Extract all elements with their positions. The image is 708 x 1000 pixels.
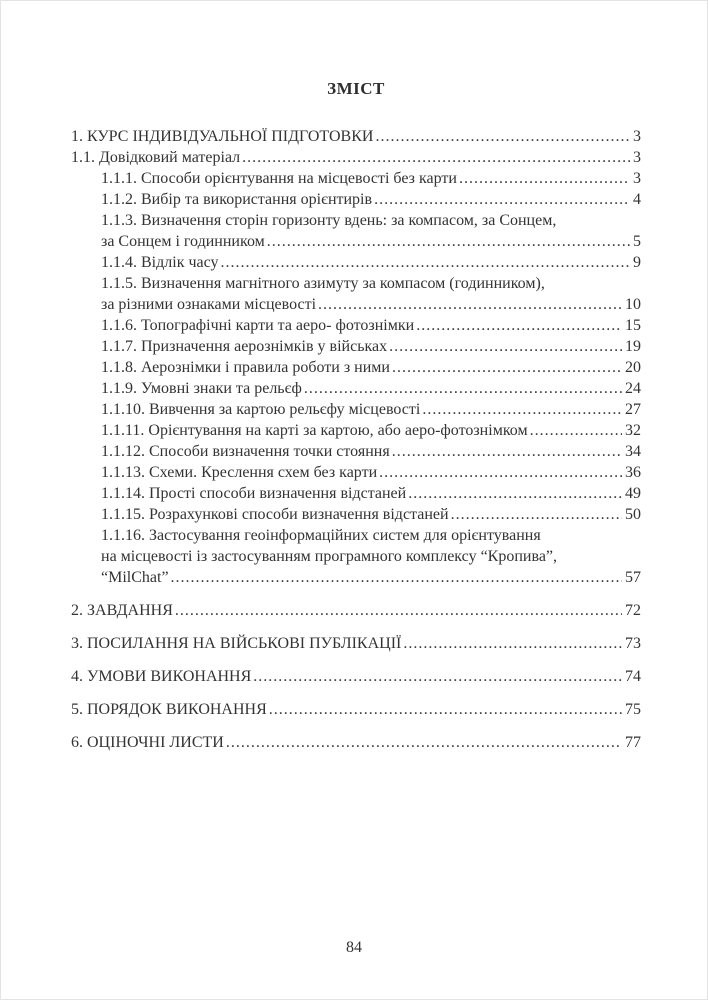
toc-entry-text: 1. КУРС ІНДИВІДУАЛЬНОЇ ПІДГОТОВКИ [71,128,374,145]
toc-page-number: 72 [625,602,641,619]
toc-page-number: 34 [625,443,641,460]
toc-entry-text: 1.1.8. Аерознімки і правила роботи з ними [101,359,390,376]
dot-leader [374,189,630,210]
toc-entry-text: 6. ОЦІНОЧНІ ЛИСТИ [71,734,224,751]
dot-leader [242,147,630,168]
toc-entry [71,315,641,336]
toc-entry [71,210,641,252]
toc-entry-line [101,210,641,231]
toc-entry [71,126,641,147]
toc-page-number: 74 [625,668,641,685]
dot-leader [226,732,622,753]
toc-entry-text: за Сонцем і годинником [101,233,265,250]
toc-entry-line [101,399,641,420]
dot-leader [221,252,631,273]
toc-entry-line [101,189,641,210]
toc-entry [71,600,641,621]
dot-leader [530,420,622,441]
toc-page-number: 3 [633,149,641,166]
toc-entry-text: 1.1.16. Застосування геоінформаційних систем для орієнтування [101,527,541,544]
page-number: 84 [346,939,362,956]
toc-page-number: 3 [633,170,641,187]
toc-entry [71,420,641,441]
toc-entry [71,483,641,504]
dot-leader [408,483,622,504]
toc-page-number: 77 [625,734,641,751]
toc-entry [71,273,641,315]
toc-entry [71,189,641,210]
toc-page-number: 49 [625,485,641,502]
dot-leader [267,231,630,252]
toc-entry-text: 1.1.5. Визначення магнітного азимуту за компасом (годинником), [101,275,545,292]
toc-entry-text: 1.1.9. Умовні знаки та рельєф [101,380,302,397]
toc-entry [71,633,641,654]
toc-page-number: 20 [625,359,641,376]
toc-entry-text: 1.1.3. Визначення сторін горизонту вдень: за компасом, за Сонцем, [101,212,557,229]
toc-entry-line [101,357,641,378]
toc-entry-text: 4. УМОВИ ВИКОНАННЯ [71,668,252,685]
toc-page-number: 36 [625,464,641,481]
toc-entry [71,504,641,525]
toc-entry [71,732,641,753]
toc-entry-text: 1.1.6. Топографічні карти та аеро- фотознімки [101,317,415,334]
toc-entry [71,147,641,168]
toc-entry-line [101,546,641,567]
toc-entry-text: 1.1.2. Вибір та використання орієнтирів [101,191,373,208]
toc-entry-text: 5. ПОРЯДОК ВИКОНАННЯ [71,701,267,718]
toc-entry-line [71,147,641,168]
toc-entry [71,357,641,378]
toc-entry-line [101,462,641,483]
toc-entry-text: 1.1.4. Відлік часу [101,254,219,271]
toc-page-number: 27 [625,401,641,418]
toc-entry-text: за різними ознаками місцевості [101,296,317,313]
toc-entry [71,336,641,357]
dot-leader [304,378,622,399]
toc-entry-line [101,168,641,189]
toc-page-number: 50 [625,506,641,523]
dot-leader [269,699,622,720]
toc-page-number: 57 [625,569,641,586]
toc-entry-text: 1.1.11. Орієнтування на карті за картою, або аеро-фотознімком [101,422,528,439]
toc-entry-line [71,126,641,147]
toc-entry-text: 1.1.15. Розрахункові способи визначення відстаней [101,506,449,523]
toc-page-number: 75 [625,701,641,718]
toc-entry-text: 1.1.12. Способи визначення точки стояння [101,443,390,460]
toc-entry-line [101,294,641,315]
toc-entry-text: 1.1.14. Прості способи визначення відстаней [101,485,407,502]
dot-leader [375,126,630,147]
page-title: ЗМІСТ [327,79,385,98]
toc-entry [71,399,641,420]
toc-page-number: 24 [625,380,641,397]
toc-entry [71,699,641,720]
toc-page-number: 73 [625,635,641,652]
toc-entry-text: 1.1.7. Призначення аерознімків у військах [101,338,388,355]
toc-entry-line [101,420,641,441]
toc-entry [71,666,641,687]
toc-page-number: 15 [625,317,641,334]
dot-leader [171,567,622,588]
toc-entry-text: 1.1.1. Способи орієнтування на місцевості без карти [101,170,457,187]
toc-entry-line [101,378,641,399]
toc-entry-line [101,525,641,546]
toc-page-number: 32 [625,422,641,439]
toc-page-number: 10 [625,296,641,313]
toc-entry [71,168,641,189]
toc-page-number: 19 [625,338,641,355]
toc-entry-line [101,567,641,588]
dot-leader [416,315,622,336]
dot-leader [253,666,622,687]
dot-leader [459,168,630,189]
toc-entry-line [101,231,641,252]
toc-entry-line [101,252,641,273]
toc-list [71,126,641,753]
toc-entry [71,525,641,588]
toc-entry [71,462,641,483]
toc-entry-text: 3. ПОСИЛАННЯ НА ВІЙСЬКОВІ ПУБЛІКАЦІЇ [71,635,402,652]
dot-leader [451,504,622,525]
dot-leader [379,462,622,483]
toc-page-number: 3 [633,128,641,145]
toc-entry-line [101,336,641,357]
toc-entry [71,441,641,462]
toc-entry-text: 1.1.13. Схеми. Креслення схем без карти [101,464,378,481]
toc-entry-text: 2. ЗАВДАННЯ [71,602,173,619]
toc-entry-line [101,315,641,336]
toc-entry-line [71,699,641,720]
dot-leader [389,336,622,357]
toc-entry [71,252,641,273]
dot-leader [422,399,622,420]
toc-entry-line [101,441,641,462]
toc-entry-text: “MilChat” [101,569,169,586]
dot-leader [403,633,622,654]
toc-entry-text: 1.1. Довідковий матеріал [71,149,241,166]
dot-leader [392,357,622,378]
dot-leader [318,294,622,315]
toc-page-number: 5 [633,233,641,250]
toc-entry-line [101,483,641,504]
toc-entry-line [71,600,641,621]
toc-entry-line [101,504,641,525]
dot-leader [175,600,622,621]
toc-entry [71,378,641,399]
toc-entry-text: на місцевості із застосуванням програмного комплексу “Кропива”, [101,548,558,565]
toc-page-number: 4 [633,191,641,208]
toc-entry-line [71,666,641,687]
dot-leader [392,441,622,462]
toc-entry-line [71,732,641,753]
toc-entry-line [71,633,641,654]
toc-page-number: 9 [633,254,641,271]
toc-entry-text: 1.1.10. Вивчення за картою рельєфу місцевості [101,401,421,418]
toc-entry-line [101,273,641,294]
